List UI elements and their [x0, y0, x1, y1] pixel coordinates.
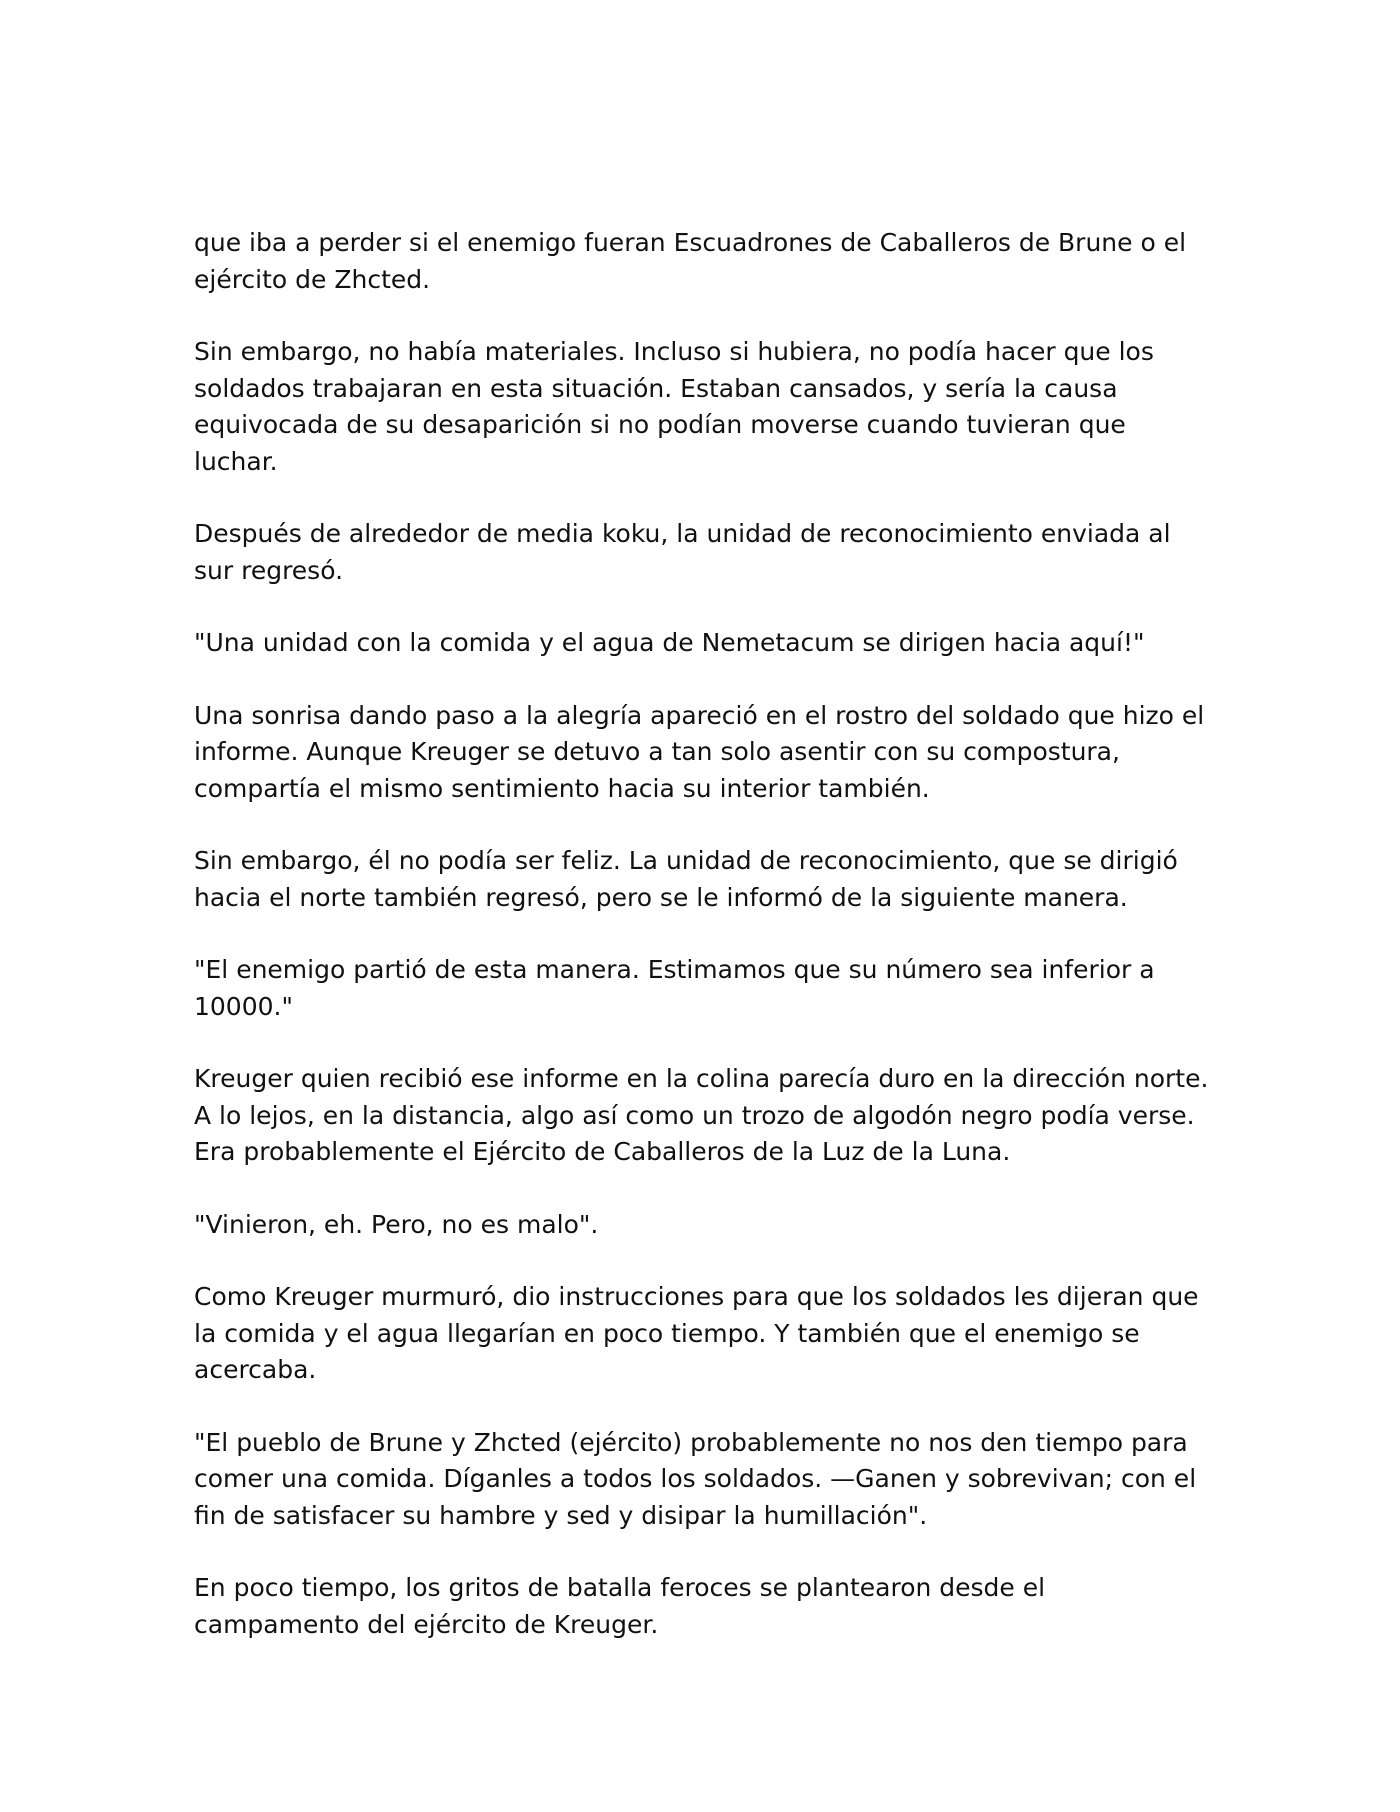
document-body — [194, 225, 1214, 1643]
paragraph: Después de alrededor de media koku, la unidad de reconocimiento enviada al sur regresó. — [194, 519, 1171, 585]
paragraph: "Vinieron, eh. Pero, no es malo". — [194, 1209, 599, 1239]
paragraph: que iba a perder si el enemigo fueran Escuadrones de Caballeros de Brune o el ejército de Zhcted. — [194, 228, 1187, 294]
paragraph: Sin embargo, él no podía ser feliz. La unidad de reconocimiento, que se dirigió hacia el norte también regresó, pero se le informó de la siguiente manera. — [194, 846, 1178, 912]
paragraph: Kreuger quien recibió ese informe en la colina parecía duro en la dirección norte. A lo lejos, en la distancia, algo así como un trozo de algodón negro podía verse. Era probablemente el Ejército de Caballeros de la Luz de la Luna. — [194, 1064, 1209, 1166]
paragraph: Sin embargo, no había materiales. Incluso si hubiera, no podía hacer que los soldados trabajaran en esta situación. Estaban cansados, y sería la causa equivocada de su desaparición si no podían moverse cuando tuvieran que luchar. — [194, 337, 1154, 476]
paragraph: "El pueblo de Brune y Zhcted (ejército) probablemente no nos den tiempo para comer una comida. Díganles a todos los soldados. —Ganen y sobrevivan; con el fin de satisfacer su hambre y sed y disipar la humillación". — [194, 1427, 1197, 1530]
paragraph: Una sonrisa dando paso a la alegría apareció en el rostro del soldado que hizo el informe. Aunque Kreuger se detuvo a tan solo asentir con su compostura, compartía el mismo sentimiento hacia su interior también. — [194, 700, 1205, 803]
paragraph: "El enemigo partió de esta manera. Estimamos que su número sea inferior a 10000." — [194, 955, 1155, 1021]
paragraph: "Una unidad con la comida y el agua de Nemetacum se dirigen hacia aquí!" — [194, 628, 1145, 657]
paragraph: Como Kreuger murmuró, dio instrucciones para que los soldados les dijeran que la comida y el agua llegarían en poco tiempo. Y también que el enemigo se acercaba. — [194, 1282, 1199, 1384]
paragraph: En poco tiempo, los gritos de batalla feroces se plantearon desde el campamento del ejército de Kreuger. — [194, 1573, 1046, 1639]
